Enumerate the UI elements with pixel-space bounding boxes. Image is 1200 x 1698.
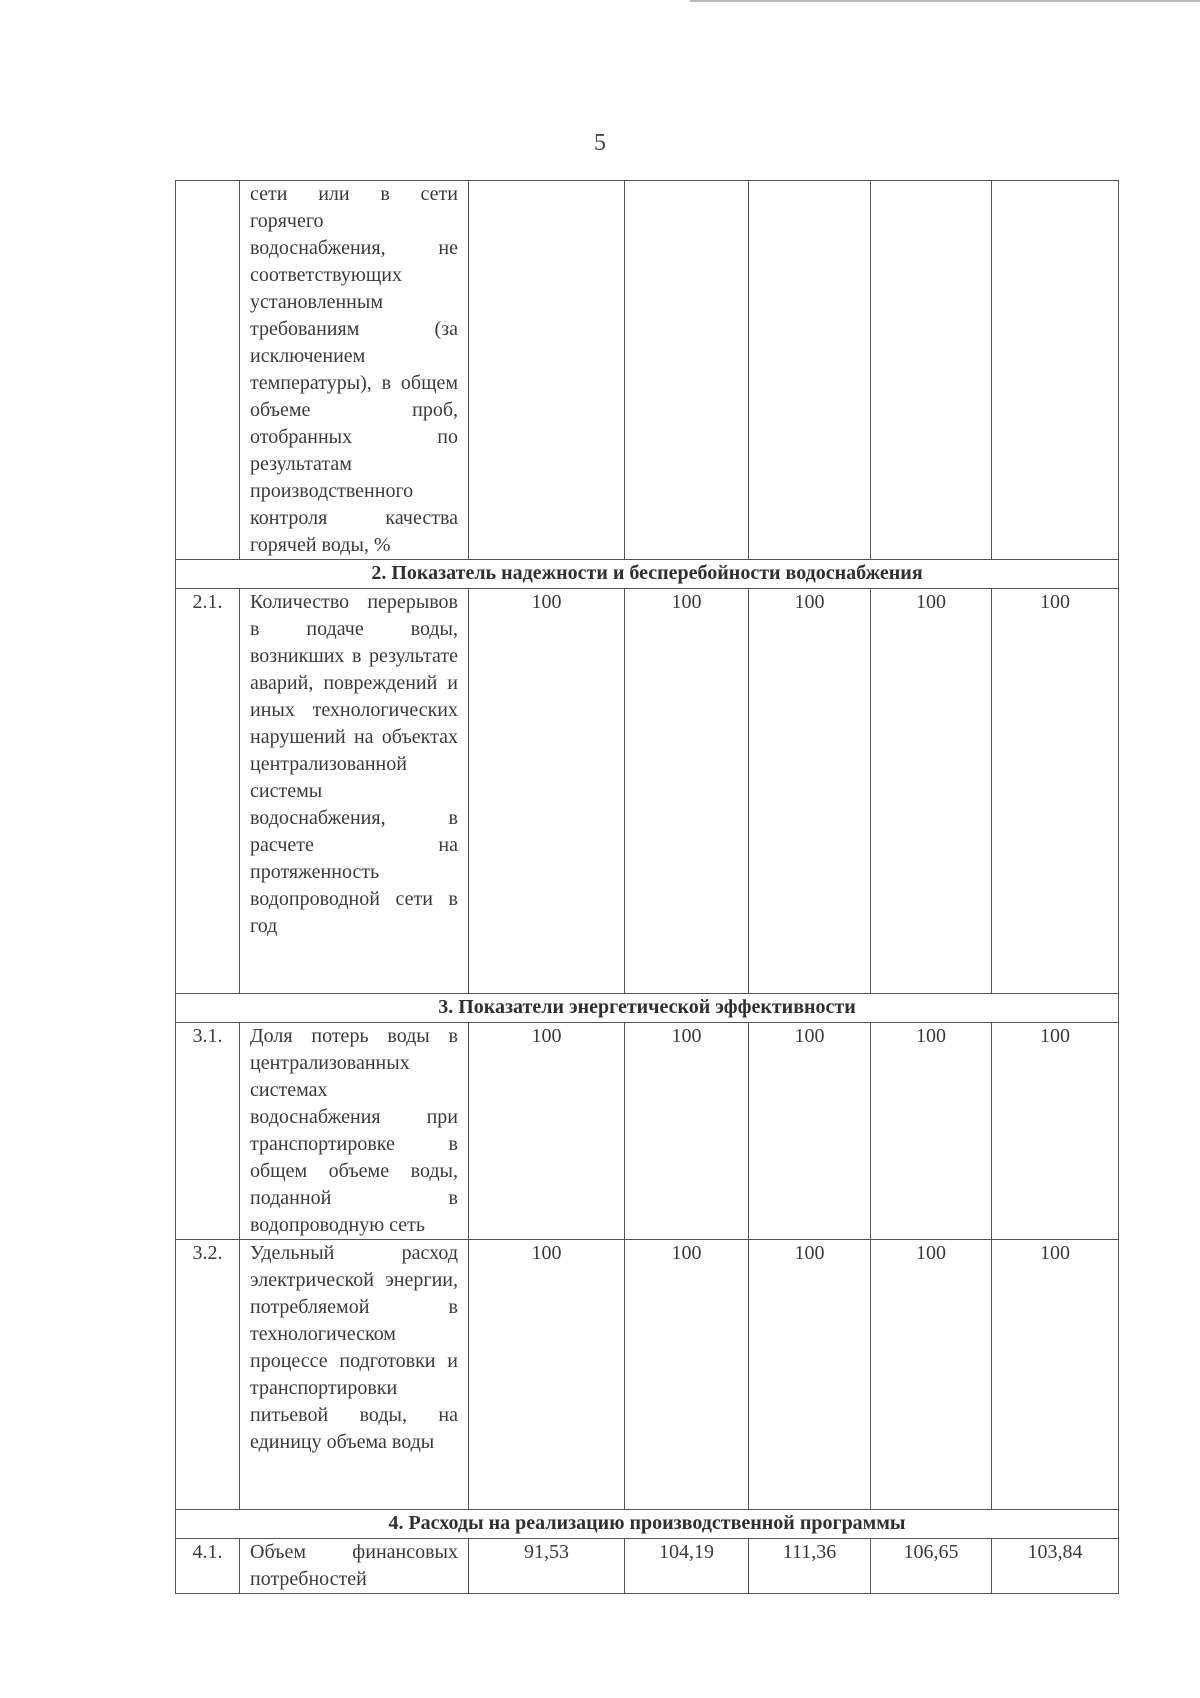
section-header-row [176,560,1119,589]
value-cell: 100 [625,589,749,994]
indicators-table [175,180,1119,1594]
value-cell [871,181,992,560]
table-row-2-1 [176,589,1119,994]
value-cell: 100 [749,1240,871,1510]
row-number-cell: 3.2. [176,1240,240,1510]
page-top-edge-line [690,0,1200,2]
value-cell: 106,65 [871,1539,992,1594]
row-number-cell: 2.1. [176,589,240,994]
row-number-cell: 4.1. [176,1539,240,1594]
indicator-description-cell: Доля потерь воды в централизованных системах водоснабжения при транспортировке в общем объеме воды, поданной в водопроводную сеть [240,1023,469,1240]
section-title: 4. Расходы на реализацию производственной программы [176,1510,1119,1539]
row-number-cell [176,181,240,560]
section-header-row [176,994,1119,1023]
table-row-continuation [176,181,1119,560]
value-cell: 100 [992,1240,1119,1510]
page-number: 5 [594,130,606,156]
indicator-description-cell: Объем финансовых потребностей [240,1539,469,1594]
value-cell: 111,36 [749,1539,871,1594]
value-cell [749,181,871,560]
value-cell: 100 [469,589,625,994]
value-cell: 100 [992,589,1119,994]
value-cell: 100 [469,1240,625,1510]
indicator-description-cell: Удельный расход электрической энергии, потребляемой в технологическом процессе подготовки и транспортировки питьевой воды, на единицу объема воды [240,1240,469,1510]
value-cell: 100 [871,1240,992,1510]
value-cell [992,181,1119,560]
value-cell: 104,19 [625,1539,749,1594]
value-cell [469,181,625,560]
value-cell: 91,53 [469,1539,625,1594]
value-cell: 100 [469,1023,625,1240]
value-cell: 100 [871,589,992,994]
section-header-row [176,1510,1119,1539]
indicator-description-cell: сети или в сети горячего водоснабжения, не соответствующих установленным требованиям (за исключением температуры), в общем объеме проб, отобранных по результатам производственного контроля качества горячей воды, % [240,181,469,560]
value-cell: 100 [625,1240,749,1510]
section-title: 3. Показатели энергетической эффективности [176,994,1119,1023]
indicator-description-cell: Количество перерывов в подаче воды, возникших в результате аварий, повреждений и иных технологических нарушений на объектах централизованной системы водоснабжения, в расчете на протяженность водопроводной сети в год [240,589,469,994]
value-cell: 100 [625,1023,749,1240]
value-cell: 100 [749,1023,871,1240]
value-cell: 100 [749,589,871,994]
value-cell: 100 [992,1023,1119,1240]
row-number-cell: 3.1. [176,1023,240,1240]
table-row-3-2 [176,1240,1119,1510]
value-cell: 103,84 [992,1539,1119,1594]
table-row-4-1 [176,1539,1119,1594]
value-cell: 100 [871,1023,992,1240]
section-title: 2. Показатель надежности и бесперебойности водоснабжения [176,560,1119,589]
table-row-3-1 [176,1023,1119,1240]
value-cell [625,181,749,560]
